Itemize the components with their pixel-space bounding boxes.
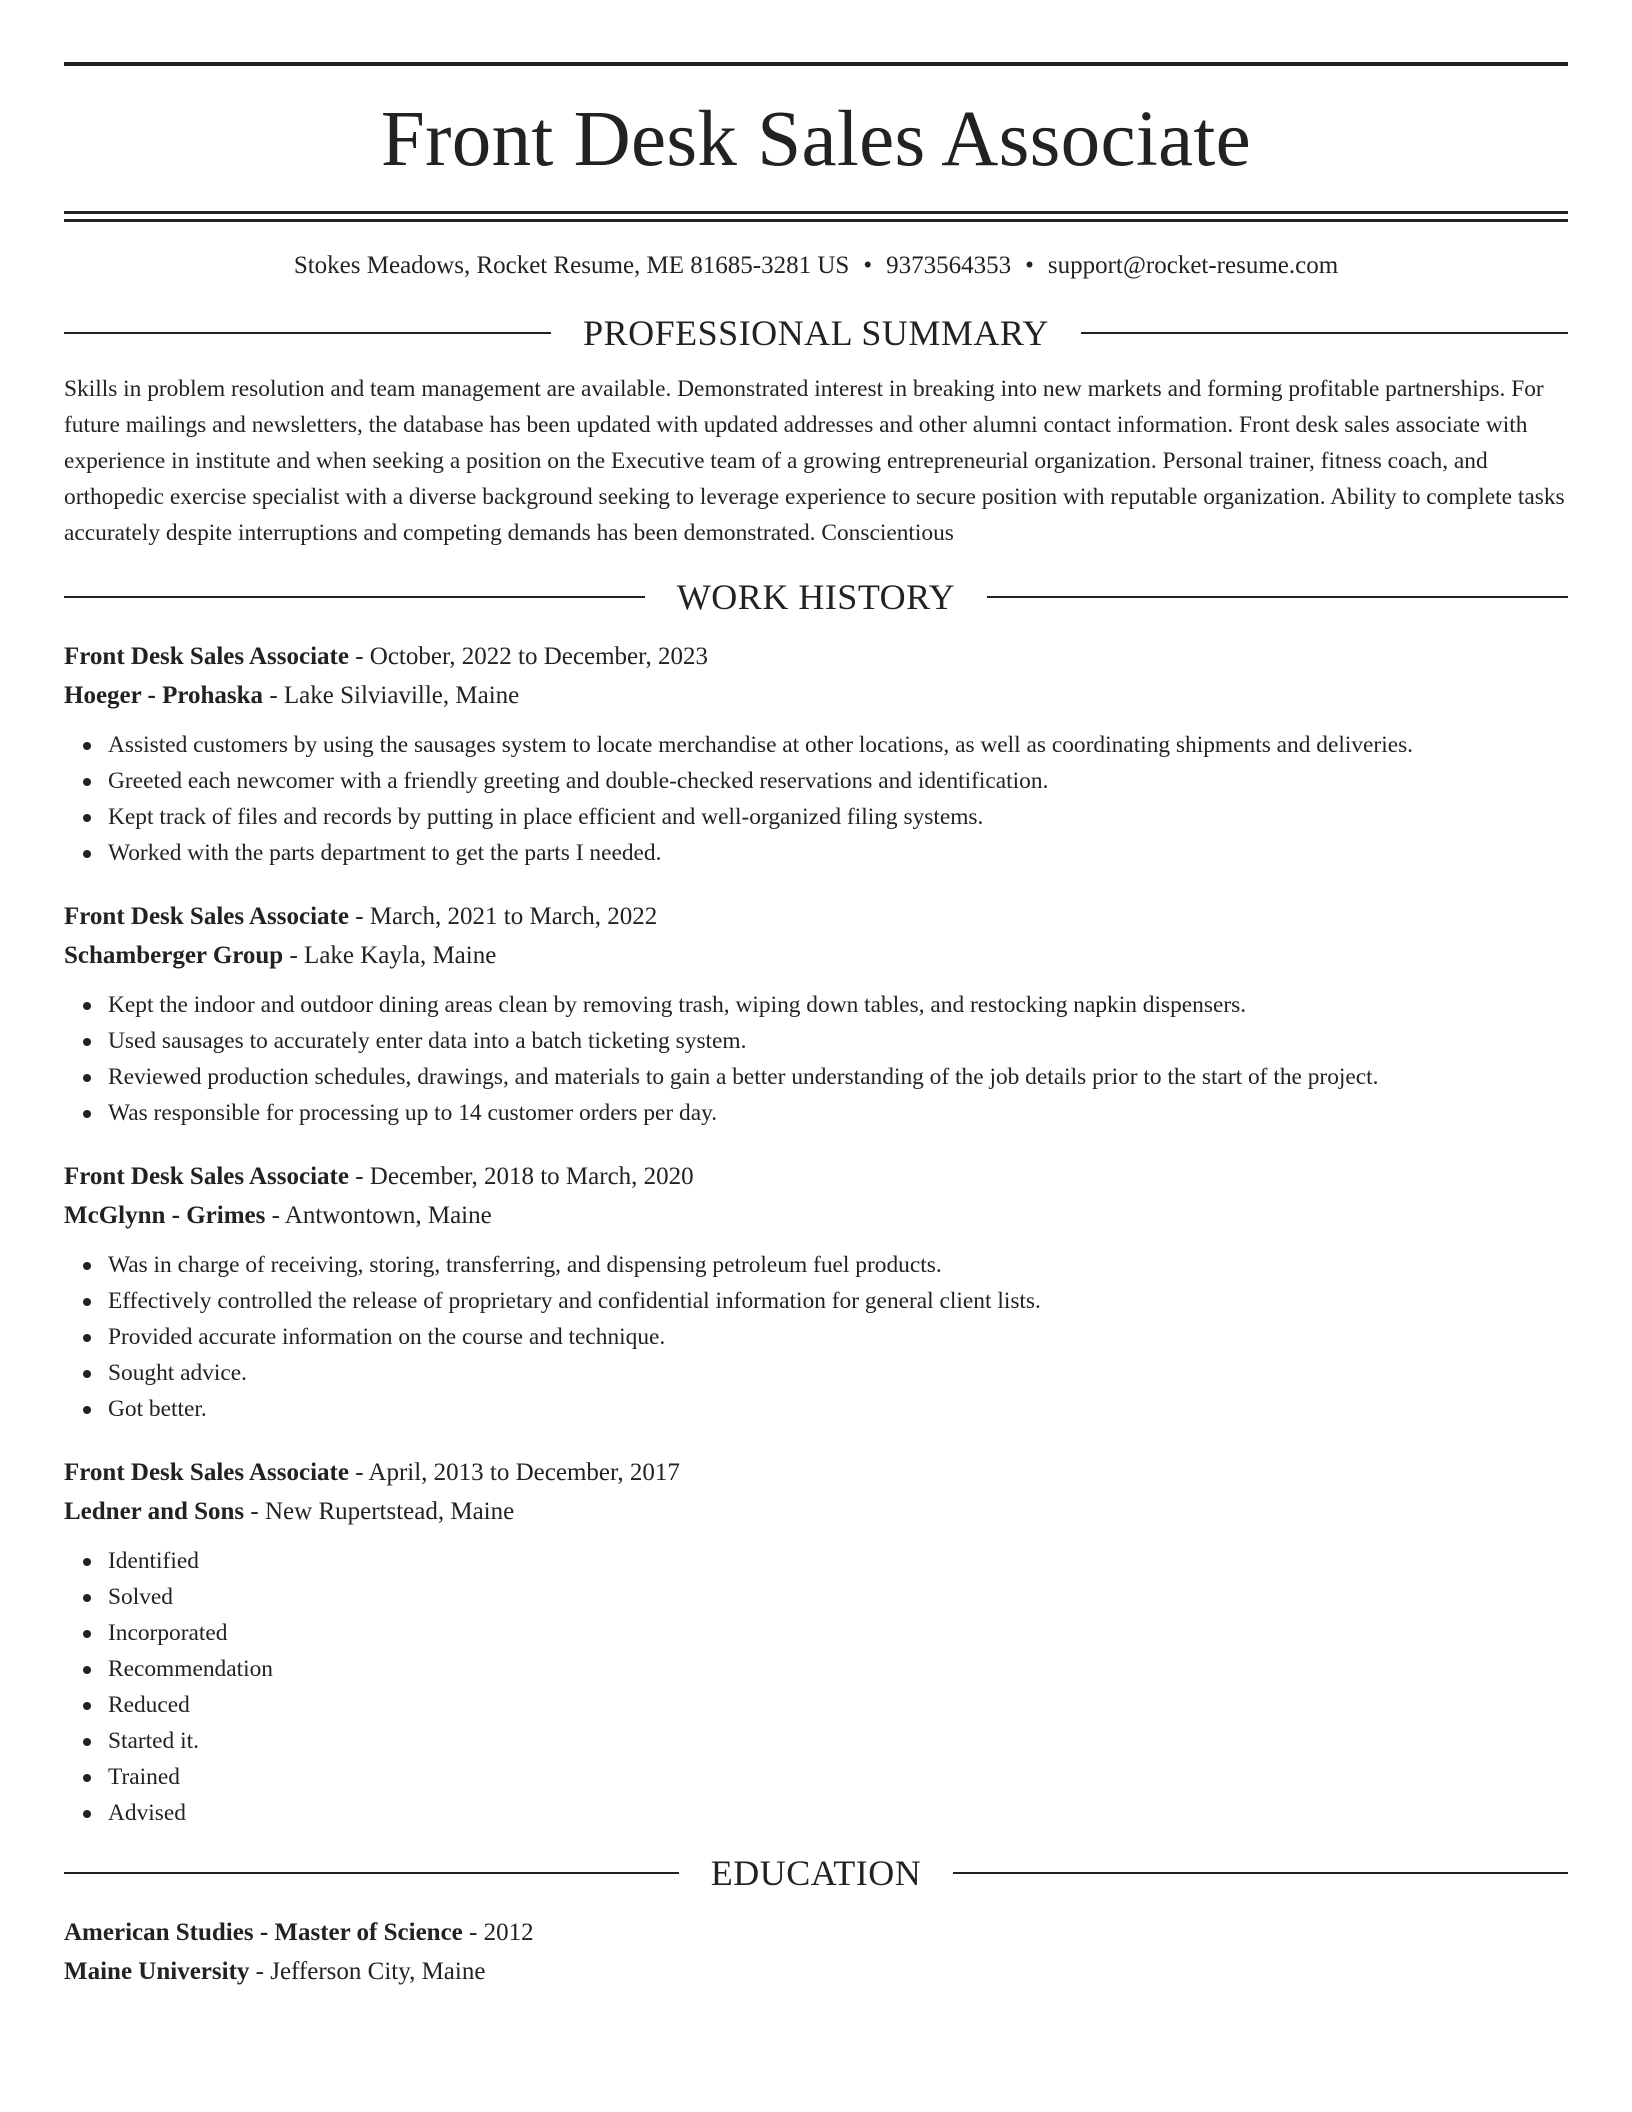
- heading-rule-left: [64, 596, 645, 598]
- job-entry: [64, 637, 1568, 871]
- duty-item: Was responsible for processing up to 14 customer orders per day.: [108, 1095, 1568, 1131]
- contact-separator: •: [1025, 252, 1034, 279]
- job-dates: - March, 2021 to March, 2022: [348, 903, 658, 930]
- job-entry: [64, 897, 1568, 1131]
- contact-phone: 9373564353: [886, 252, 1012, 279]
- job-dates: - October, 2022 to December, 2023: [348, 643, 708, 670]
- summary-heading: [64, 315, 1568, 351]
- duty-item: Advised: [108, 1795, 1568, 1831]
- contact-email: support@rocket-resume.com: [1047, 252, 1339, 279]
- job-title-line: [64, 637, 1568, 676]
- job-title-line: [64, 1453, 1568, 1492]
- summary-heading-label: PROFESSIONAL SUMMARY: [583, 313, 1049, 353]
- job-company: Hoeger - Prohaska: [64, 682, 264, 709]
- job-company-line: [64, 676, 1568, 715]
- top-rule: [64, 62, 1568, 66]
- job-company: Schamberger Group: [64, 942, 284, 969]
- heading-rule-right: [1081, 332, 1568, 334]
- job-company: McGlynn - Grimes: [64, 1202, 266, 1229]
- heading-rule-left: [64, 332, 551, 334]
- job-title: Front Desk Sales Associate: [64, 903, 349, 930]
- job-location: - New Rupertstead, Maine: [244, 1498, 515, 1525]
- contact-separator: •: [863, 252, 873, 279]
- education-degree-line: [64, 1913, 1568, 1952]
- job-entry: [64, 1453, 1568, 1831]
- education-entry: [64, 1913, 1568, 1991]
- job-company: Ledner and Sons: [64, 1498, 245, 1525]
- education-heading: [64, 1855, 1568, 1891]
- duty-item: Solved: [108, 1579, 1568, 1615]
- duty-item: Worked with the parts department to get the parts I needed.: [108, 835, 1568, 871]
- education-heading-label: EDUCATION: [710, 1853, 922, 1893]
- duty-item: Incorporated: [108, 1615, 1568, 1651]
- job-duties: [64, 727, 1568, 871]
- duty-item: Provided accurate information on the course and technique.: [108, 1319, 1568, 1355]
- education-school: Maine University: [64, 1958, 250, 1985]
- duty-item: Effectively controlled the release of proprietary and confidential information for general client lists.: [108, 1283, 1568, 1319]
- duty-item: Reduced: [108, 1687, 1568, 1723]
- job-company-line: [64, 1196, 1568, 1235]
- job-title: Front Desk Sales Associate: [64, 643, 349, 670]
- summary-text: Skills in problem resolution and team management are available. Demonstrated interest in breaking into new markets and forming profitable partnerships. For future mailings and newsletters, the database has been updated with updated addresses and other alumni contact information. Front desk sales associate with experience in institute and when seeking a position on the Executive team of a growing entrepreneurial organization. Personal trainer, fitness coach, and orthopedic exercise specialist with a diverse background seeking to leverage experience to secure position with reputable organization. Ability to complete tasks accurately despite interruptions and competing demands has been demonstrated. Conscientious: [64, 376, 1565, 546]
- education-school-line: [64, 1952, 1568, 1991]
- job-company-line: [64, 936, 1568, 975]
- job-company-line: [64, 1492, 1568, 1531]
- duty-item: Used sausages to accurately enter data into a batch ticketing system.: [108, 1023, 1568, 1059]
- duty-item: Recommendation: [108, 1651, 1568, 1687]
- duty-item: Identified: [108, 1543, 1568, 1579]
- work-history-heading: [64, 579, 1568, 615]
- job-entry: [64, 1157, 1568, 1427]
- work-history-heading-label: WORK HISTORY: [676, 577, 956, 617]
- duty-item: Was in charge of receiving, storing, transferring, and dispensing petroleum fuel products.: [108, 1247, 1568, 1283]
- education-year: - 2012: [462, 1919, 534, 1946]
- job-location: - Antwontown, Maine: [265, 1202, 492, 1229]
- duty-item: Kept track of files and records by putting in place efficient and well-organized filing systems.: [108, 799, 1568, 835]
- job-title-line: [64, 897, 1568, 936]
- title-double-rule: [64, 211, 1568, 214]
- job-location: - Lake Kayla, Maine: [283, 942, 497, 969]
- duty-item: Greeted each newcomer with a friendly greeting and double-checked reservations and identification.: [108, 763, 1568, 799]
- contact-address: Stokes Meadows, Rocket Resume, ME 81685-3281 US: [293, 252, 850, 279]
- job-duties: [64, 1247, 1568, 1427]
- job-title: Front Desk Sales Associate: [64, 1459, 349, 1486]
- duty-item: Got better.: [108, 1391, 1568, 1427]
- heading-rule-right: [953, 1872, 1568, 1874]
- job-duties: [64, 987, 1568, 1131]
- education-location: - Jefferson City, Maine: [249, 1958, 486, 1985]
- job-title: Front Desk Sales Associate: [64, 1163, 349, 1190]
- heading-rule-left: [64, 1872, 679, 1874]
- heading-rule-right: [987, 596, 1568, 598]
- job-dates: - December, 2018 to March, 2020: [348, 1163, 694, 1190]
- duty-item: Reviewed production schedules, drawings, and materials to gain a better understanding of the job details prior to the start of the project.: [108, 1059, 1568, 1095]
- contact-line: [64, 251, 1568, 281]
- job-duties: [64, 1543, 1568, 1831]
- duty-item: Started it.: [108, 1723, 1568, 1759]
- duty-item: Kept the indoor and outdoor dining areas clean by removing trash, wiping down tables, and restocking napkin dispensers.: [108, 987, 1568, 1023]
- duty-item: Assisted customers by using the sausages system to locate merchandise at other locations, as well as coordinating shipments and deliveries.: [108, 727, 1568, 763]
- education-degree: American Studies - Master of Science: [64, 1919, 463, 1946]
- job-location: - Lake Silviaville, Maine: [263, 682, 520, 709]
- duty-item: Trained: [108, 1759, 1568, 1795]
- job-dates: - April, 2013 to December, 2017: [348, 1459, 680, 1486]
- job-title-line: [64, 1157, 1568, 1196]
- duty-item: Sought advice.: [108, 1355, 1568, 1391]
- resume-title: Front Desk Sales Associate: [380, 96, 1252, 183]
